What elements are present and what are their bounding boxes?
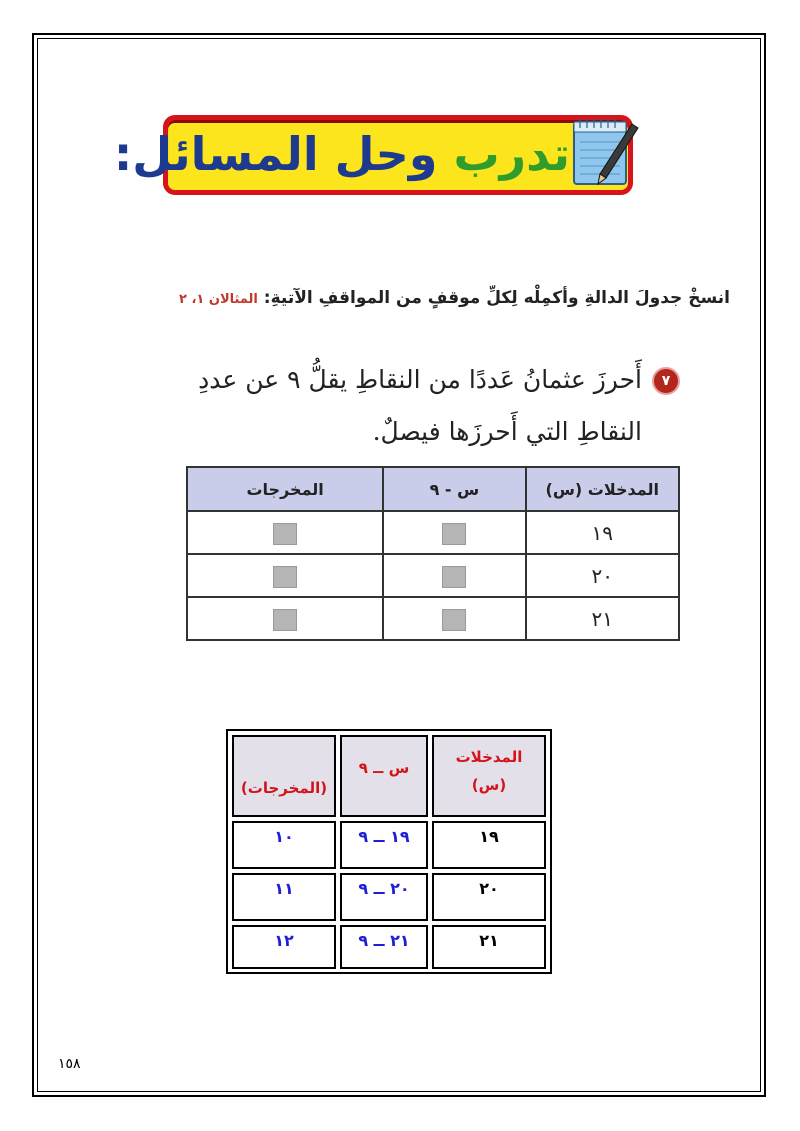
answer-input-cell: ١٩ bbox=[432, 821, 546, 869]
function-table bbox=[186, 466, 680, 641]
input-cell: ٢١ bbox=[526, 597, 679, 640]
blank-box bbox=[442, 523, 466, 545]
blank-box bbox=[442, 609, 466, 631]
answer-expression-cell: ٢١ ــ ٩ bbox=[340, 925, 428, 969]
answer-table bbox=[226, 729, 552, 974]
answer-input-cell: ٢٠ bbox=[432, 873, 546, 921]
answer-input-cell: ٢١ bbox=[432, 925, 546, 969]
table-row bbox=[187, 511, 679, 554]
answer-header-outputs: (المخرجات) bbox=[232, 735, 336, 817]
page-number: ١٥٨ bbox=[58, 1056, 81, 1072]
table-row bbox=[187, 554, 679, 597]
header-outputs: المخرجات bbox=[187, 467, 383, 511]
answer-header-expression: س ــ ٩ bbox=[340, 735, 428, 817]
blank-box bbox=[442, 566, 466, 588]
answer-header-inputs-label: المدخلات bbox=[455, 748, 523, 766]
blank-cell bbox=[383, 511, 525, 554]
question-number-badge: ٧ bbox=[652, 367, 680, 395]
blank-cell bbox=[187, 597, 383, 640]
function-table-header bbox=[187, 467, 679, 511]
answer-expression-cell: ١٩ ــ ٩ bbox=[340, 821, 428, 869]
title-word-practice: تدرب bbox=[453, 127, 570, 181]
instruction-line bbox=[170, 283, 730, 313]
answer-expression-cell: ٢٠ ــ ٩ bbox=[340, 873, 428, 921]
header-inputs: المدخلات (س) bbox=[526, 467, 679, 511]
title-word-solve: وحل المسائل: bbox=[113, 127, 438, 181]
example-reference: المثالان ١، ٢ bbox=[178, 292, 258, 307]
table-row bbox=[187, 597, 679, 640]
question-line-2: النقاطِ التي أَحرزَها فيصلٌ. bbox=[372, 417, 642, 446]
answer-output-cell: ١٠ bbox=[232, 821, 336, 869]
blank-box bbox=[273, 523, 297, 545]
blank-cell bbox=[187, 554, 383, 597]
answer-output-cell: ١٢ bbox=[232, 925, 336, 969]
notebook-pencil-icon bbox=[568, 112, 642, 190]
question-line-1: أَحرزَ عثمانُ عَددًا من النقاطِ يقلُّ ٩ عن عددِ bbox=[198, 365, 642, 394]
input-cell: ١٩ bbox=[526, 511, 679, 554]
blank-box bbox=[273, 609, 297, 631]
input-cell: ٢٠ bbox=[526, 554, 679, 597]
blank-box bbox=[273, 566, 297, 588]
answer-header-inputs-symbol: (س) bbox=[471, 776, 507, 794]
blank-cell bbox=[383, 554, 525, 597]
blank-cell bbox=[187, 511, 383, 554]
instruction-text: انسخْ جدولَ الدالةِ وأكمِلْه لِكلِّ موقفٍ من المواقفِ الآتيةِ: bbox=[263, 288, 730, 308]
answer-output-cell: ١١ bbox=[232, 873, 336, 921]
answer-header-inputs bbox=[432, 735, 546, 817]
section-title bbox=[113, 118, 570, 190]
header-expression: س - ٩ bbox=[383, 467, 525, 511]
blank-cell bbox=[383, 597, 525, 640]
